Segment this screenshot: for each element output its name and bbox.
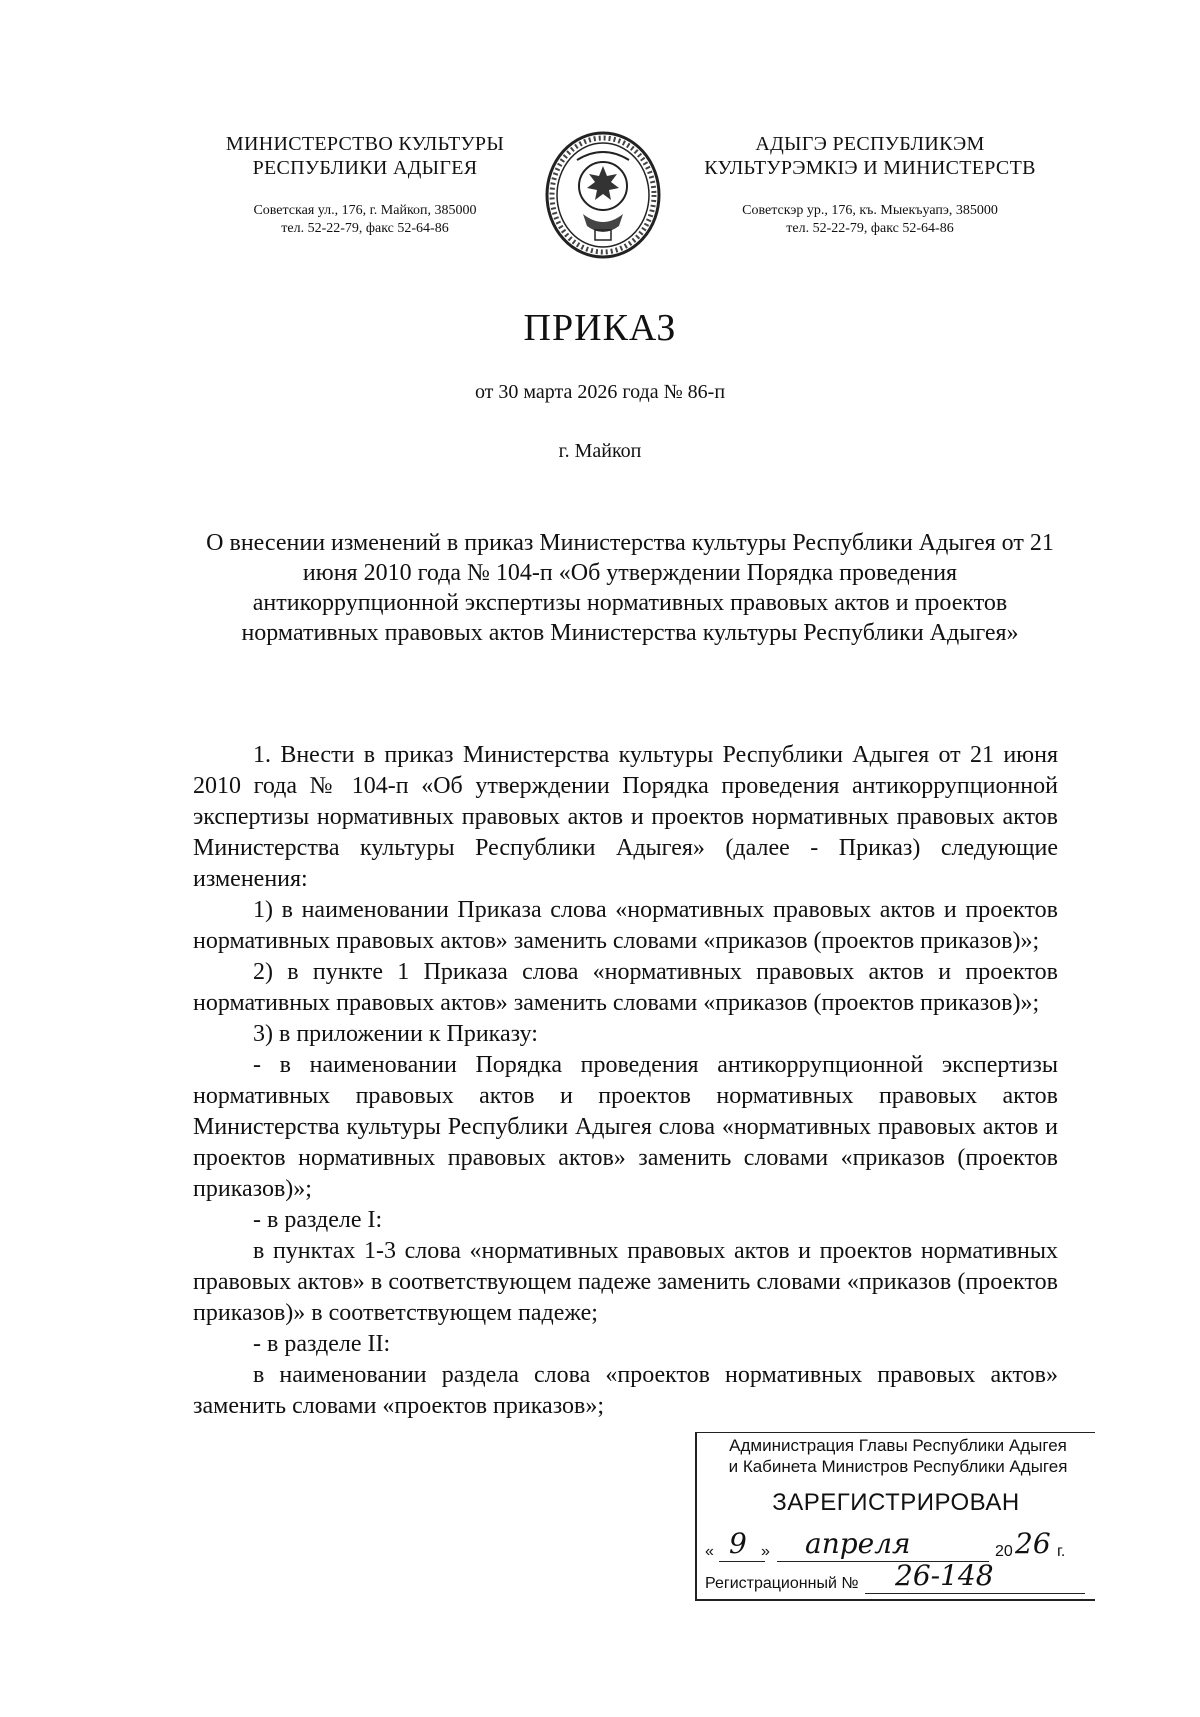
stamp-year-suffix: 26 bbox=[1015, 1527, 1051, 1560]
body-paragraph: - в разделе I: bbox=[253, 1207, 383, 1233]
stamp-registration-number-line bbox=[705, 1559, 1090, 1595]
ministry-address-ru: Советская ул., 176, г. Майкоп, 385000 bbox=[253, 203, 477, 218]
document-city: г. Майкоп bbox=[558, 440, 642, 462]
ministry-phone-ru: тел. 52-22-79, факс 52-64-86 bbox=[281, 221, 449, 236]
body-paragraph: 3) в приложении к Приказу: bbox=[253, 1021, 538, 1047]
stamp-year-prefix: 20 bbox=[995, 1543, 1013, 1560]
ministry-name-ady-line2: КУЛЬТУРЭМКIЭ И МИНИСТЕРСТВ bbox=[704, 157, 1036, 179]
stamp-status: ЗАРЕГИСТРИРОВАН bbox=[772, 1489, 1020, 1516]
document-date-line: от 30 марта 2026 года № 86-п bbox=[474, 381, 726, 403]
stamp-org-line1: Администрация Главы Республики Адыгея bbox=[729, 1436, 1067, 1455]
document-subject: О внесении изменений в приказ Министерства культуры Республики Адыгея от 21 июня 2010 года № 104-п «Об утверждении Порядка проведения антикоррупционной экспертизы нормативных правовых актов и проектов нормативных правовых актов Министерства культуры Республики Адыгея» bbox=[206, 530, 1054, 646]
ministry-address-ady: Советскэр ур., 176, къ. Мыекъуапэ, 385000 bbox=[742, 203, 998, 218]
stamp-reg-label: Регистрационный № bbox=[705, 1575, 859, 1592]
body-paragraph: 1. Внести в приказ Министерства культуры Республики Адыгея от 21 июня 2010 года № 104-п «Об утверждении Порядка проведения антикоррупционной экспертизы нормативных правовых актов и проектов нормативных правовых актов Министерства культуры Республики Адыгея» (далее - Приказ) следующие изменения: bbox=[193, 742, 1058, 892]
body-paragraph: 2) в пункте 1 Приказа слова «нормативных правовых актов и проектов нормативных правовых актов» заменить словами «приказов (проектов приказов)»; bbox=[193, 959, 1058, 1016]
stamp-open-quote: « bbox=[705, 1543, 714, 1560]
stamp-day: 9 bbox=[729, 1527, 747, 1560]
ministry-name-ady-line1: АДЫГЭ РЕСПУБЛИКЭМ bbox=[755, 133, 985, 155]
stamp-month: апреля bbox=[805, 1527, 911, 1560]
body-paragraph: в пунктах 1-3 слова «нормативных правовых актов и проектов нормативных правовых актов» в соответствующем падеже заменить словами «приказов (проектов приказов)» в соответствующем падеже; bbox=[193, 1238, 1058, 1326]
stamp-organization bbox=[705, 1435, 1091, 1477]
stamp-close-quote: » bbox=[761, 1543, 770, 1560]
document-body bbox=[193, 740, 1058, 1422]
body-paragraph: - в разделе II: bbox=[253, 1331, 391, 1357]
body-paragraph: - в наименовании Порядка проведения антикоррупционной экспертизы нормативных правовых актов и проектов нормативных правовых актов Министерства культуры Республики Адыгея слова «нормативных правовых актов и проектов нормативных правовых актов» заменить словами «приказов (проектов приказов)»; bbox=[193, 1052, 1058, 1202]
republic-emblem-icon bbox=[543, 130, 663, 260]
stamp-org-line2: и Кабинета Министров Республики Адыгея bbox=[728, 1457, 1068, 1476]
stamp-year-mark: г. bbox=[1057, 1543, 1066, 1560]
ministry-name-ru-line2: РЕСПУБЛИКИ АДЫГЕЯ bbox=[252, 157, 478, 179]
registration-stamp bbox=[695, 1432, 1095, 1601]
body-paragraph: в наименовании раздела слова «проектов нормативных правовых актов» заменить словами «проектов приказов»; bbox=[193, 1362, 1058, 1419]
document-title: ПРИКАЗ bbox=[523, 307, 677, 349]
ministry-phone-ady: тел. 52-22-79, факс 52-64-86 bbox=[786, 221, 954, 236]
header-left bbox=[200, 132, 530, 238]
body-paragraph: 1) в наименовании Приказа слова «нормативных правовых актов и проектов нормативных правовых актов» заменить словами «приказов (проектов приказов)»; bbox=[193, 897, 1058, 954]
stamp-reg-number: 26-148 bbox=[895, 1559, 994, 1592]
header-right bbox=[680, 132, 1060, 238]
ministry-name-ru-line1: МИНИСТЕРСТВО КУЛЬТУРЫ bbox=[225, 133, 505, 155]
